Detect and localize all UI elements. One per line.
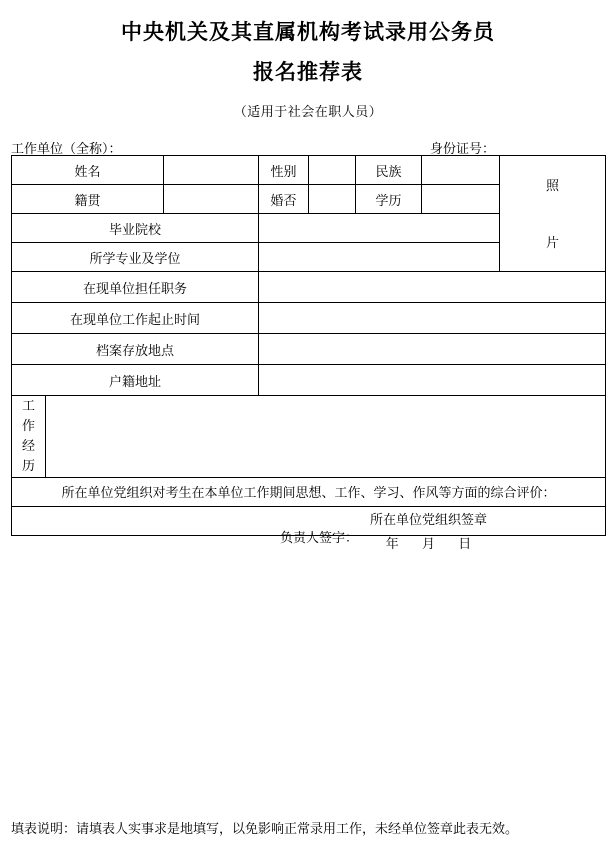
work-label-char-1: 工 [21, 398, 35, 413]
gender-input[interactable] [309, 156, 356, 185]
signature-cell [12, 506, 606, 551]
origin-label: 籍贯 [12, 185, 164, 214]
ethnicity-input[interactable] [422, 156, 500, 185]
residence-address-label: 户籍地址 [12, 365, 259, 396]
table-row [12, 272, 606, 303]
page-title: 中央机关及其直属机构考试录用公务员 [121, 20, 495, 44]
major-degree-label: 所学专业及学位 [12, 243, 259, 272]
archive-location-label: 档案存放地点 [12, 334, 259, 365]
employment-period-label: 在现单位工作起止时间 [12, 303, 259, 334]
applicability-note: （适用于社会在职人员） [233, 103, 383, 119]
table-row [12, 156, 606, 185]
gender-label: 性别 [259, 156, 309, 185]
id-number-label: 身份证号： [430, 140, 496, 156]
seal-date-line[interactable]: 年 月 日 [385, 535, 482, 551]
responsible-signature-label[interactable]: 负责人签字： [280, 529, 359, 545]
work-label-char-2: 作 [21, 418, 35, 434]
photo-char-2: 片 [546, 234, 560, 250]
name-label: 姓名 [12, 156, 164, 185]
name-input[interactable] [164, 156, 259, 185]
current-position-label: 在现单位担任职务 [12, 272, 259, 303]
residence-address-input[interactable] [259, 365, 606, 396]
current-position-input[interactable] [259, 272, 606, 303]
origin-input[interactable] [164, 185, 259, 214]
work-unit-label: 工作单位（全称）： [11, 140, 122, 156]
photo-char-1: 照 [546, 177, 560, 193]
work-label-char-3: 经 [21, 438, 35, 454]
signature-row [12, 506, 606, 535]
graduate-school-input[interactable] [259, 214, 500, 243]
marital-label: 婚否 [259, 185, 309, 214]
page-subtitle: 报名推荐表 [253, 60, 363, 85]
archive-location-input[interactable] [259, 334, 606, 365]
title-block [0, 0, 616, 120]
work-experience-row [12, 396, 606, 478]
education-input[interactable] [422, 185, 500, 214]
evaluation-prompt: 所在单位党组织对考生在本单位工作期间思想、工作、学习、作风等方面的综合评价： [61, 485, 556, 501]
registration-form-table [11, 155, 606, 551]
marital-input[interactable] [309, 185, 356, 214]
org-seal-block [370, 509, 487, 552]
ethnicity-label: 民族 [356, 156, 422, 185]
work-experience-label [12, 396, 46, 478]
evaluation-row [12, 477, 606, 506]
evaluation-cell[interactable] [12, 477, 606, 506]
work-experience-input[interactable] [46, 396, 606, 478]
table-row [12, 303, 606, 334]
table-row [12, 334, 606, 365]
footer-note: 填表说明：请填表人实事求是地填写，以免影响正常录用工作，未经单位签章此表无效。 [11, 821, 519, 836]
work-label-char-4: 历 [21, 458, 35, 474]
employment-period-input[interactable] [259, 303, 606, 334]
org-seal-label: 所在单位党组织签章 [370, 511, 488, 527]
photo-cell[interactable] [500, 156, 606, 272]
major-degree-input[interactable] [259, 243, 500, 272]
graduate-school-label: 毕业院校 [12, 214, 259, 243]
table-row [12, 365, 606, 396]
education-label: 学历 [356, 185, 422, 214]
